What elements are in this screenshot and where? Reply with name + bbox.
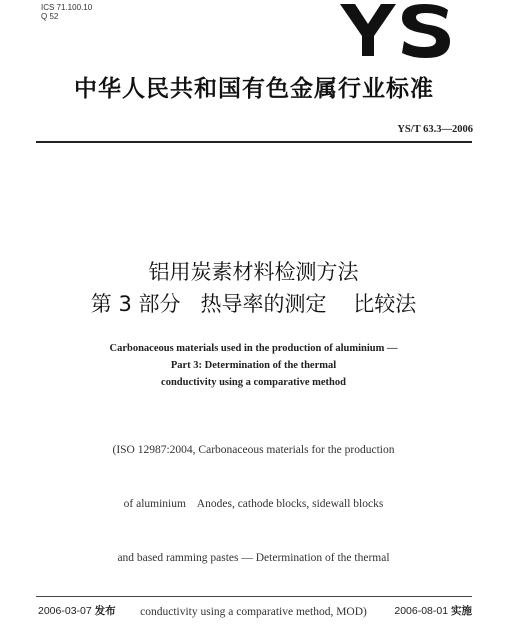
ccs-code: Q 52 xyxy=(41,12,59,21)
organization-title: 中华人民共和国有色金属行业标准 xyxy=(74,76,434,102)
implement-date: 2006-08-01 xyxy=(394,605,449,617)
title-cn-main: 铝用炭素材料检测方法 xyxy=(148,260,359,284)
standard-number: YS/T 63.3—2006 xyxy=(397,124,473,135)
iso-line: conductivity using a comparative method, MOD) xyxy=(140,606,367,618)
header-rule xyxy=(36,141,472,143)
iso-line: and based ramming pastes — Determination of the thermal xyxy=(117,552,390,564)
ys-logo xyxy=(340,0,452,60)
issue-date-block xyxy=(38,603,116,618)
title-en-line: Carbonaceous materials used in the production of aluminium — xyxy=(109,343,398,354)
implement-label: 实施 xyxy=(451,605,472,617)
footer-rule xyxy=(36,596,472,597)
iso-line: (ISO 12987:2004, Carbonaceous materials for the production xyxy=(112,444,395,456)
issue-label: 发布 xyxy=(94,605,116,617)
title-en xyxy=(0,340,507,391)
iso-line: of aluminium Anodes, cathode blocks, sidewall blocks xyxy=(123,498,384,510)
title-en-line: conductivity using a comparative method xyxy=(161,377,346,388)
classification-codes xyxy=(41,3,92,21)
issue-date: 2006-03-07 xyxy=(38,605,92,617)
title-en-line: Part 3: Determination of the thermal xyxy=(170,360,337,371)
title-cn-part: 第 3 部分 热导率的测定 比较法 xyxy=(90,292,417,316)
ics-code: ICS 71.100.10 xyxy=(41,3,93,12)
implement-date-block xyxy=(394,603,472,618)
